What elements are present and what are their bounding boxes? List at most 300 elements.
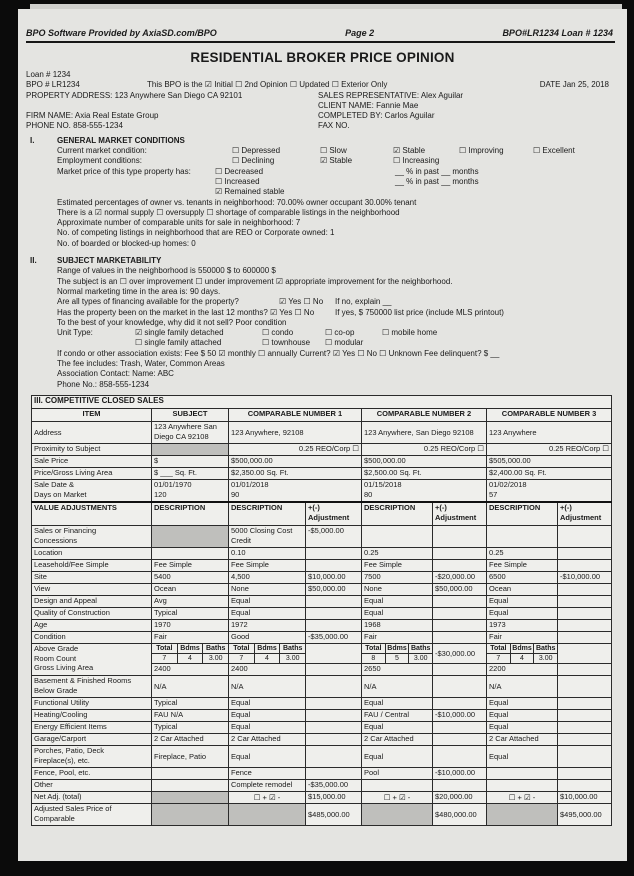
comp2-heating-adj: -$10,000.00	[433, 710, 487, 722]
comp3-sale-price: $505,000.00	[487, 455, 612, 467]
checkbox-sfd: ☑ single family detached	[135, 328, 224, 338]
comp3-location-adj	[558, 547, 612, 559]
rooms-header-bdms: Bdms	[511, 644, 535, 654]
association-phone: Phone No.: 858-555-1234	[57, 379, 150, 389]
rooms-header-baths: Baths	[534, 644, 557, 654]
comp3-gla: 2200	[487, 664, 558, 676]
comp2-description-header: DESCRIPTION	[362, 502, 433, 526]
comp2-price-gla: $2,500.00 Sq. Ft.	[362, 467, 487, 479]
item-label: Age	[32, 619, 152, 631]
rooms-header-baths: Baths	[203, 644, 228, 654]
comp2-gla-adj	[433, 664, 487, 676]
checkbox-coop: ☐ co-op	[325, 328, 355, 338]
comp1-condition-adj: -$35,000.00	[306, 631, 362, 643]
subject-rooms-bdms: 4	[178, 654, 204, 663]
comp3-porches-adj	[558, 746, 612, 768]
client-name: CLIENT NAME: Fannie Mae	[318, 100, 419, 110]
subject-proximity	[152, 443, 229, 455]
comp1-location-adj	[306, 547, 362, 559]
checkbox-modular: ☐ modular	[325, 338, 364, 348]
item-label: Site	[32, 571, 152, 583]
bpo-type-checkboxes: This BPO is the ☑ Initial ☐ 2nd Opinion ☐ Updated ☐ Exterior Only	[147, 80, 388, 90]
comp3-fence-adj	[558, 768, 612, 780]
comp1-porches-adj	[306, 746, 362, 768]
comp3-condition: Fair	[487, 631, 558, 643]
col-header-comp3: COMPARABLE NUMBER 3	[487, 408, 612, 421]
row-porches	[32, 746, 612, 768]
association-contact: Association Contact: Name: ABC	[57, 369, 174, 379]
item-label: Condition	[32, 631, 152, 643]
adj-word: Adjustment	[560, 512, 602, 522]
comp2-age: 1968	[362, 619, 433, 631]
comp1-site-adj: $10,000.00	[306, 571, 362, 583]
row-design	[32, 595, 612, 607]
checkbox-increasing: ☐ Increasing	[393, 156, 440, 166]
subject-gla: 2400	[152, 664, 229, 676]
comp2-adjusted-desc	[362, 804, 433, 826]
comp2-adjusted-price: $480,000.00	[433, 804, 487, 826]
bpo-number: BPO # LR1234	[26, 80, 80, 90]
page-header	[18, 9, 627, 38]
comp3-site-adj: -$10,000.00	[558, 571, 612, 583]
subject-heating: FAU N/A	[152, 710, 229, 722]
sales-representative: SALES REPRESENTATIVE: Alex Aguilar	[318, 90, 464, 100]
financing-explain: If no, explain __	[335, 297, 392, 307]
comp1-dom: 90	[231, 489, 240, 499]
row-quality	[32, 607, 612, 619]
comp3-heating-adj	[558, 710, 612, 722]
comp2-concessions-adj	[433, 525, 487, 547]
item-label: Other	[32, 780, 152, 792]
comp2-basement-adj	[433, 676, 487, 698]
adj-sign: +(-)	[308, 502, 320, 512]
checkbox-emp-stable: ☑ Stable	[320, 156, 353, 166]
sale-date-label: Sale Date &	[34, 479, 75, 489]
completed-by: COMPLETED BY: Carlos Aguilar	[318, 111, 435, 121]
form-title: RESIDENTIAL BROKER PRICE OPINION	[190, 50, 455, 65]
comp3-net-amount: $10,000.00	[558, 792, 612, 804]
comp2-age-adj	[433, 619, 487, 631]
row-garage	[32, 734, 612, 746]
comp1-concessions-adj: -$5,000.00	[306, 525, 362, 547]
item-label: Design and Appeal	[32, 595, 152, 607]
item-label	[32, 525, 152, 547]
comp1-age: 1972	[229, 619, 306, 631]
subject-date: 01/01/1970	[154, 479, 192, 489]
porches-label-1: Porches, Patio, Deck	[34, 746, 105, 756]
checkbox-increased: ☐ Increased	[215, 176, 260, 186]
pct-past-months-2: __ % in past __ months	[395, 176, 479, 186]
unit-type-label: Unit Type:	[57, 328, 93, 338]
row-leasehold	[32, 559, 612, 571]
value-range: Range of values in the neighborhood is 550000 $ to 600000 $	[57, 266, 276, 276]
row-location	[32, 547, 612, 559]
comp3-functional: Equal	[487, 698, 558, 710]
comp1-gla: 2400	[229, 664, 306, 676]
comp1-adjusted-price: $485,000.00	[306, 804, 362, 826]
item-label	[32, 804, 152, 826]
comp3-proximity: 0.25 REO/Corp ☐	[487, 443, 612, 455]
comp1-fence-adj	[306, 768, 362, 780]
comp2-net-amount: $20,000.00	[433, 792, 487, 804]
item-label: Location	[32, 547, 152, 559]
row-site	[32, 571, 612, 583]
comp3-other-adj	[558, 780, 612, 792]
comp3-heating: Equal	[487, 710, 558, 722]
subject-functional: Typical	[152, 698, 229, 710]
comp2-site-adj: -$20,000.00	[433, 571, 487, 583]
comp2-adjustment-header	[433, 502, 487, 526]
subject-age: 1970	[152, 619, 229, 631]
dom-label: Days on Market	[34, 489, 87, 499]
comp3-age-adj	[558, 619, 612, 631]
comp1-sale-price: $500,000.00	[229, 455, 362, 467]
checkbox-sfa: ☐ single family attached	[135, 338, 222, 348]
comp2-fence: Pool	[362, 768, 433, 780]
row-basement	[32, 676, 612, 698]
fee-includes: The fee includes: Trash, Water, Common Areas	[57, 359, 225, 369]
comp1-date: 01/01/2018	[231, 479, 269, 489]
comp3-gla-adj	[558, 664, 612, 676]
subject-view: Ocean	[152, 583, 229, 595]
form-date: DATE Jan 25, 2018	[539, 80, 609, 90]
subject-room-count	[152, 643, 229, 663]
comp3-quality-adj	[558, 607, 612, 619]
comp3-leasehold-adj	[558, 559, 612, 571]
comp1-rooms-adj	[306, 643, 362, 663]
subject-quality: Typical	[152, 607, 229, 619]
section1-numeral: I.	[30, 135, 35, 145]
rooms-header-total: Total	[152, 644, 178, 654]
comp3-adjustment-header	[558, 502, 612, 526]
basement-label-2: Below Grade	[34, 685, 78, 695]
comp3-other	[487, 780, 558, 792]
row-sale-date-dom	[32, 479, 612, 502]
comp1-heating-adj	[306, 710, 362, 722]
adj-word: Adjustment	[435, 512, 477, 522]
subject-basement: N/A	[152, 676, 229, 698]
comp1-concessions-2: Credit	[231, 535, 252, 545]
comp2-view-adj: $50,000.00	[433, 583, 487, 595]
row-other	[32, 780, 612, 792]
value-adjustments-header: VALUE ADJUSTMENTS	[32, 502, 152, 526]
item-label: Leasehold/Fee Simple	[32, 559, 152, 571]
comp3-address: 123 Anywhere	[487, 421, 612, 443]
comp1-other: Complete remodel	[229, 780, 306, 792]
comp1-adjusted-desc	[229, 804, 306, 826]
comp3-concessions	[487, 525, 558, 547]
association-fee-line: If condo or other association exists: Fee $ 50 ☑ monthly ☐ annually Current? ☑ Yes ☐ No ☐ Unknown Fee delinquent? $ __	[57, 348, 500, 358]
market-price-label: Market price of this type property has:	[57, 166, 191, 176]
row-room-count	[32, 643, 612, 663]
comp1-concessions-1: 5000 Closing Cost	[231, 525, 293, 535]
comp2-sale-price: $500,000.00	[362, 455, 487, 467]
supply-checkboxes: There is a ☑ normal supply ☐ oversupply ☐ shortage of comparable listings in the neighborhood	[57, 207, 400, 217]
marketing-time: Normal marketing time in the area is: 90 days.	[57, 286, 221, 296]
property-address: PROPERTY ADDRESS: 123 Anywhere San Diego CA 92101	[26, 90, 243, 100]
comp2-sale-date	[362, 479, 487, 502]
comp2-condition-adj	[433, 631, 487, 643]
comp1-net-amount: $15,000.00	[306, 792, 362, 804]
item-label	[32, 746, 152, 768]
comp2-other-adj	[433, 780, 487, 792]
comp2-condition: Fair	[362, 631, 433, 643]
comp2-date: 01/15/2018	[364, 479, 402, 489]
comp3-adjusted-price: $495,000.00	[558, 804, 612, 826]
comp3-porches: Equal	[487, 746, 558, 768]
comp1-address: 123 Anywhere, 92108	[229, 421, 362, 443]
row-table-title	[32, 395, 612, 408]
comp1-condition: Good	[229, 631, 306, 643]
comp1-energy: Equal	[229, 722, 306, 734]
row-value-adjustments-header	[32, 502, 612, 526]
checkbox-remained-stable: ☑ Remained stable	[215, 187, 285, 197]
subject-adjusted	[152, 804, 229, 826]
comp2-view: None	[362, 583, 433, 595]
comp3-design: Equal	[487, 595, 558, 607]
gla-label: Gross Living Area	[34, 663, 94, 673]
comp2-functional: Equal	[362, 698, 433, 710]
comp1-fence: Fence	[229, 768, 306, 780]
above-grade-label: Above Grade	[34, 643, 79, 653]
item-label: Functional Utility	[32, 698, 152, 710]
col-header-subject: SUBJECT	[152, 408, 229, 421]
comp2-rooms-baths: 3.00	[413, 655, 428, 662]
basement-label-1: Basement & Finished Rooms	[34, 676, 132, 686]
row-fence-pool	[32, 768, 612, 780]
comp3-leasehold: Fee Simple	[487, 559, 558, 571]
comp1-rooms-total: 7	[229, 654, 255, 663]
subject-leasehold: Fee Simple	[152, 559, 229, 571]
row-view	[32, 583, 612, 595]
comp1-basement: N/A	[229, 676, 306, 698]
row-heating	[32, 710, 612, 722]
comp3-view: Ocean	[487, 583, 558, 595]
checkbox-declining: ☐ Declining	[232, 156, 275, 166]
comp2-leasehold-adj	[433, 559, 487, 571]
item-label: Fence, Pool, etc.	[32, 768, 152, 780]
concessions-label-2: Concessions	[34, 535, 77, 545]
comp2-quality: Equal	[362, 607, 433, 619]
comp1-description-header: DESCRIPTION	[229, 502, 306, 526]
rooms-header-bdms: Bdms	[178, 644, 204, 654]
subject-condition: Fair	[152, 631, 229, 643]
owner-tenant-percentages: Estimated percentages of owner vs. tenants in neighborhood: 70.00% owner occupant 30.00% tenant	[57, 197, 417, 207]
comp3-design-adj	[558, 595, 612, 607]
comp2-other	[362, 780, 433, 792]
boarded-homes-count: No. of boarded or blocked-up homes: 0	[57, 238, 196, 248]
comp2-room-count	[362, 643, 433, 663]
row-address	[32, 421, 612, 443]
item-label: Heating/Cooling	[32, 710, 152, 722]
comp2-design: Equal	[362, 595, 433, 607]
checkbox-decreased: ☐ Decreased	[215, 166, 264, 176]
row-net-adj	[32, 792, 612, 804]
item-label: Sale Price	[32, 455, 152, 467]
comp1-price-gla: $2,350.00 Sq. Ft.	[229, 467, 362, 479]
item-label: Energy Efficient Items	[32, 722, 152, 734]
comp3-quality: Equal	[487, 607, 558, 619]
checkbox-improving: ☐ Improving	[459, 146, 504, 156]
col-header-comp1: COMPARABLE NUMBER 1	[229, 408, 362, 421]
comp3-concessions-adj	[558, 525, 612, 547]
comp2-dom: 80	[364, 489, 373, 499]
why-not-sell: To the best of your knowledge, why did it not sell? Poor condition	[57, 317, 287, 327]
rooms-header-bdms: Bdms	[386, 644, 410, 654]
comp1-other-adj: -$35,000.00	[306, 780, 362, 792]
subject-porches: Fireplace, Patio	[152, 746, 229, 768]
comp2-leasehold: Fee Simple	[362, 559, 433, 571]
comp3-energy-adj	[558, 722, 612, 734]
comp2-rooms-adj: -$30,000.00	[433, 643, 487, 663]
comp3-garage: 2 Car Attached	[487, 734, 558, 746]
comp1-rooms-bdms: 4	[255, 654, 281, 663]
comp1-view-adj: $50,000.00	[306, 583, 362, 595]
subject-price-gla: $ ___ Sq. Ft.	[152, 467, 229, 479]
comp2-gla: 2650	[362, 664, 433, 676]
subject-design: Avg	[152, 595, 229, 607]
market-condition-label: Current market condition:	[57, 146, 147, 156]
comp3-rooms-adj	[558, 643, 612, 663]
comp2-garage-adj	[433, 734, 487, 746]
comp1-heating: Equal	[229, 710, 306, 722]
subject-other	[152, 780, 229, 792]
financing-yes-no: ☑ Yes ☐ No	[279, 297, 324, 307]
comp1-energy-adj	[306, 722, 362, 734]
adj-sign: +(-)	[435, 502, 447, 512]
header-software-credit: BPO Software Provided by AxiaSD.com/BPO	[26, 28, 217, 38]
rooms-header-baths: Baths	[409, 644, 432, 654]
row-column-headers	[32, 408, 612, 421]
col-header-comp2: COMPARABLE NUMBER 2	[362, 408, 487, 421]
subject-fence	[152, 768, 229, 780]
competitive-closed-sales-table	[31, 395, 612, 826]
comp2-functional-adj	[433, 698, 487, 710]
loan-number: Loan # 1234	[26, 70, 71, 79]
comp2-porches-adj	[433, 746, 487, 768]
checkbox-excellent: ☐ Excellent	[533, 146, 575, 156]
checkbox-mobile-home: ☐ mobile home	[382, 328, 438, 338]
comp2-location-adj	[433, 547, 487, 559]
item-label: Proximity to Subject	[32, 443, 152, 455]
adjusted-label-2: Comparable	[34, 813, 75, 823]
adj-word: Adjustment	[308, 512, 350, 522]
comp2-rooms-bdms: 5	[386, 654, 410, 663]
comp3-fence	[487, 768, 558, 780]
subject-site: 5400	[152, 571, 229, 583]
checkbox-condo: ☐ condo	[262, 328, 294, 338]
comp2-proximity: 0.25 REO/Corp ☐	[362, 443, 487, 455]
comp3-adjusted-desc	[487, 804, 558, 826]
subject-location	[152, 547, 229, 559]
comp2-porches: Equal	[362, 746, 433, 768]
header-page-number: Page 2	[345, 28, 375, 38]
col-header-item: ITEM	[32, 408, 152, 421]
subject-sale-date	[152, 479, 229, 502]
comp2-net-sign: ☐ + ☑ -	[362, 792, 433, 804]
comp3-rooms-bdms: 4	[511, 654, 535, 663]
rooms-header-total: Total	[487, 644, 511, 654]
item-label: Net Adj. (total)	[32, 792, 152, 804]
comp1-functional-adj	[306, 698, 362, 710]
comp1-design-adj	[306, 595, 362, 607]
item-label: Address	[32, 421, 152, 443]
adj-sign: +(-)	[560, 502, 572, 512]
comp3-age: 1973	[487, 619, 558, 631]
row-energy	[32, 722, 612, 734]
reo-listings-count: No. of competing listings in neighborhood that are REO or Corporate owned: 1	[57, 228, 335, 238]
subject-energy: Typical	[152, 722, 229, 734]
subject-sale-price: $	[152, 455, 229, 467]
comp1-quality-adj	[306, 607, 362, 619]
comp1-adjustment-header	[306, 502, 362, 526]
comp1-gla-adj	[306, 664, 362, 676]
comp1-sale-date	[229, 479, 362, 502]
comp3-rooms-total: 7	[487, 654, 511, 663]
comp3-price-gla: $2,400.00 Sq. Ft.	[487, 467, 612, 479]
comp1-garage-adj	[306, 734, 362, 746]
comp2-energy: Equal	[362, 722, 433, 734]
item-label: Price/Gross Living Area	[32, 467, 152, 479]
header-bpo-loan-number: BPO#LR1234 Loan # 1234	[502, 28, 613, 38]
list-price-note: If yes, $ 750000 list price (include MLS printout)	[335, 307, 504, 317]
comp1-design: Equal	[229, 595, 306, 607]
comp2-rooms-total: 8	[362, 654, 386, 663]
comp1-location: 0.10	[229, 547, 306, 559]
item-label: Garage/Carport	[32, 734, 152, 746]
rooms-header-bdms: Bdms	[255, 644, 281, 654]
comp3-condition-adj	[558, 631, 612, 643]
checkbox-slow: ☐ Slow	[320, 146, 347, 156]
phone-number: PHONE NO. 858-555-1234	[26, 121, 123, 131]
subject-net-adj	[152, 792, 229, 804]
comp3-description-header: DESCRIPTION	[487, 502, 558, 526]
room-count-label: Room Count	[34, 653, 77, 663]
improvement-checkboxes: The subject is an ☐ over improvement ☐ under improvement ☑ appropriate improvement for the neighborhood.	[57, 276, 453, 286]
comp1-proximity: 0.25 REO/Corp ☐	[229, 443, 362, 455]
adjusted-label-1: Adjusted Sales Price of	[34, 804, 112, 814]
comp3-basement: N/A	[487, 676, 558, 698]
comp2-concessions	[362, 525, 433, 547]
row-age	[32, 619, 612, 631]
comp1-porches: Equal	[229, 746, 306, 768]
section1-heading: GENERAL MARKET CONDITIONS	[57, 135, 185, 145]
row-functional	[32, 698, 612, 710]
comp2-quality-adj	[433, 607, 487, 619]
comp1-quality: Equal	[229, 607, 306, 619]
item-label	[32, 643, 152, 675]
comp1-rooms-baths: 3.00	[285, 655, 300, 662]
subject-concessions	[152, 525, 229, 547]
comp3-room-count	[487, 643, 558, 663]
rooms-header-total: Total	[229, 644, 255, 654]
rooms-header-total: Total	[362, 644, 386, 654]
comp2-heating: FAU / Central	[362, 710, 433, 722]
row-price-gla	[32, 467, 612, 479]
comp3-garage-adj	[558, 734, 612, 746]
comp2-fence-adj: -$10,000.00	[433, 768, 487, 780]
checkbox-stable: ☑ Stable	[393, 146, 426, 156]
row-sale-price	[32, 455, 612, 467]
porches-label-2: Fireplace(s), etc.	[34, 755, 90, 765]
row-proximity	[32, 443, 612, 455]
comp1-age-adj	[306, 619, 362, 631]
rooms-header-baths: Baths	[280, 644, 305, 654]
item-label	[32, 479, 152, 502]
item-label	[32, 676, 152, 698]
subject-description-header: DESCRIPTION	[152, 502, 229, 526]
subject-dom: 120	[154, 489, 167, 499]
